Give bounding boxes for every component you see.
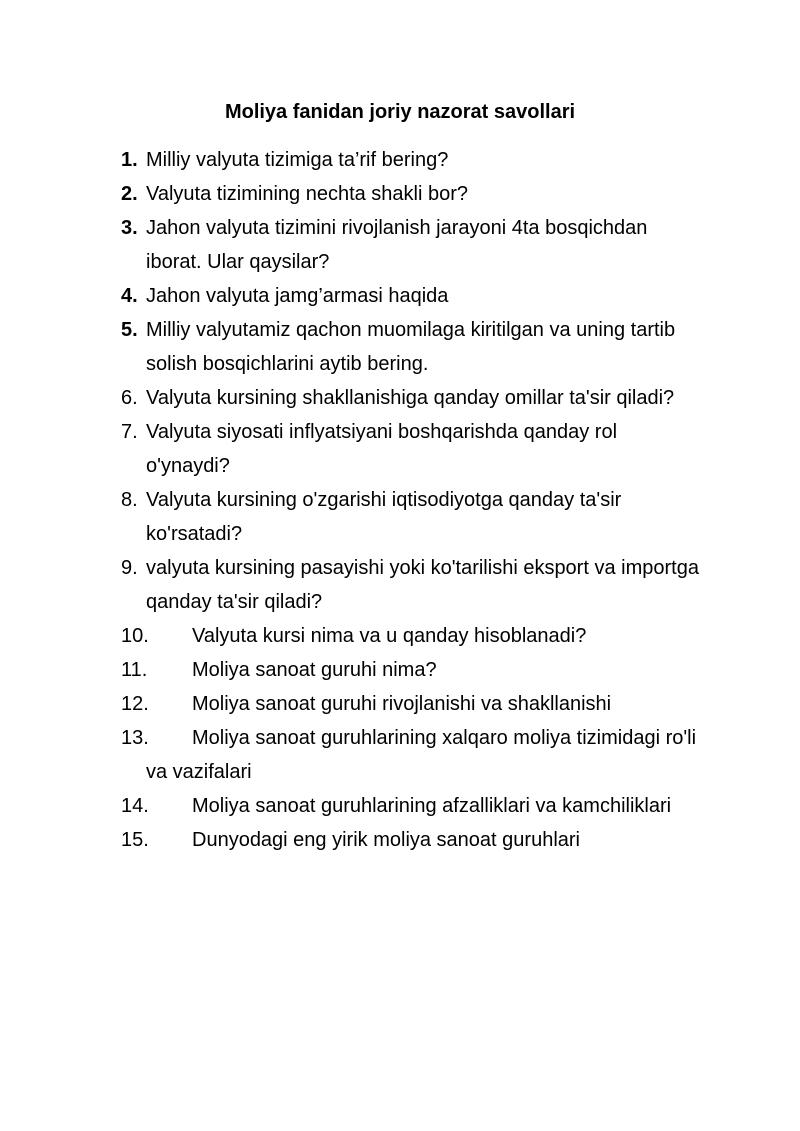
question-item — [121, 415, 701, 483]
question-number: 10. — [121, 625, 149, 647]
question-text: Dunyodagi eng yirik moliya sanoat guruhlari — [192, 829, 580, 851]
question-text: Valyuta tizimining nechta shakli bor? — [146, 183, 469, 205]
question-number: 2. — [121, 183, 138, 205]
question-number: 3. — [121, 217, 138, 239]
question-item — [121, 211, 701, 279]
question-number: 4. — [121, 285, 138, 307]
question-text: valyuta kursining pasayishi yoki ko'tarilishi eksport va importga qanday ta'sir qiladi? — [146, 557, 699, 613]
question-text: Valyuta kursining shakllanishiga qanday omillar ta'sir qiladi? — [146, 387, 675, 409]
question-item — [121, 721, 701, 789]
question-number: 12. — [121, 693, 149, 715]
question-item — [121, 789, 701, 823]
question-item — [121, 143, 701, 177]
question-item — [121, 483, 701, 551]
question-number: 6. — [121, 387, 138, 409]
question-number: 7. — [121, 421, 138, 443]
question-text: Milliy valyutamiz qachon muomilaga kiritilgan va uning tartib solish bosqichlarini aytib bering. — [146, 319, 676, 375]
question-item — [121, 619, 701, 653]
question-item — [121, 177, 701, 211]
question-text: Moliya sanoat guruhi rivojlanishi va shakllanishi — [192, 693, 612, 715]
question-number: 8. — [121, 489, 138, 511]
question-text: Valyuta kursi nima va u qanday hisoblanadi? — [192, 625, 587, 647]
question-number: 9. — [121, 557, 138, 579]
questions-list — [121, 143, 701, 857]
question-text: Jahon valyuta tizimini rivojlanish jarayoni 4ta bosqichdan iborat. Ular qaysilar? — [146, 217, 648, 273]
question-text: Milliy valyuta tizimiga ta’rif bering? — [146, 149, 449, 171]
question-text: Valyuta siyosati inflyatsiyani boshqarishda qanday rol o'ynaydi? — [146, 421, 618, 477]
question-text: Moliya sanoat guruhlarining xalqaro moliya tizimidagi ro'li va vazifalari — [146, 727, 697, 783]
question-number: 14. — [121, 795, 149, 817]
question-item — [121, 313, 701, 381]
question-number: 11. — [121, 659, 148, 681]
question-item — [121, 381, 701, 415]
question-item — [121, 551, 701, 619]
question-text: Jahon valyuta jamg’armasi haqida — [146, 285, 449, 307]
question-number: 5. — [121, 319, 138, 341]
question-item — [121, 687, 701, 721]
question-text: Moliya sanoat guruhlarining afzalliklari va kamchiliklari — [192, 795, 672, 817]
question-text: Valyuta kursining o'zgarishi iqtisodiyotga qanday ta'sir ko'rsatadi? — [146, 489, 622, 545]
question-number: 15. — [121, 829, 149, 851]
question-item — [121, 823, 701, 857]
question-number: 13. — [121, 727, 149, 749]
document-title: Moliya fanidan joriy nazorat savollari — [224, 101, 576, 123]
question-text: Moliya sanoat guruhi nima? — [192, 659, 437, 681]
question-item — [121, 279, 701, 313]
question-item — [121, 653, 701, 687]
question-number: 1. — [121, 149, 138, 171]
